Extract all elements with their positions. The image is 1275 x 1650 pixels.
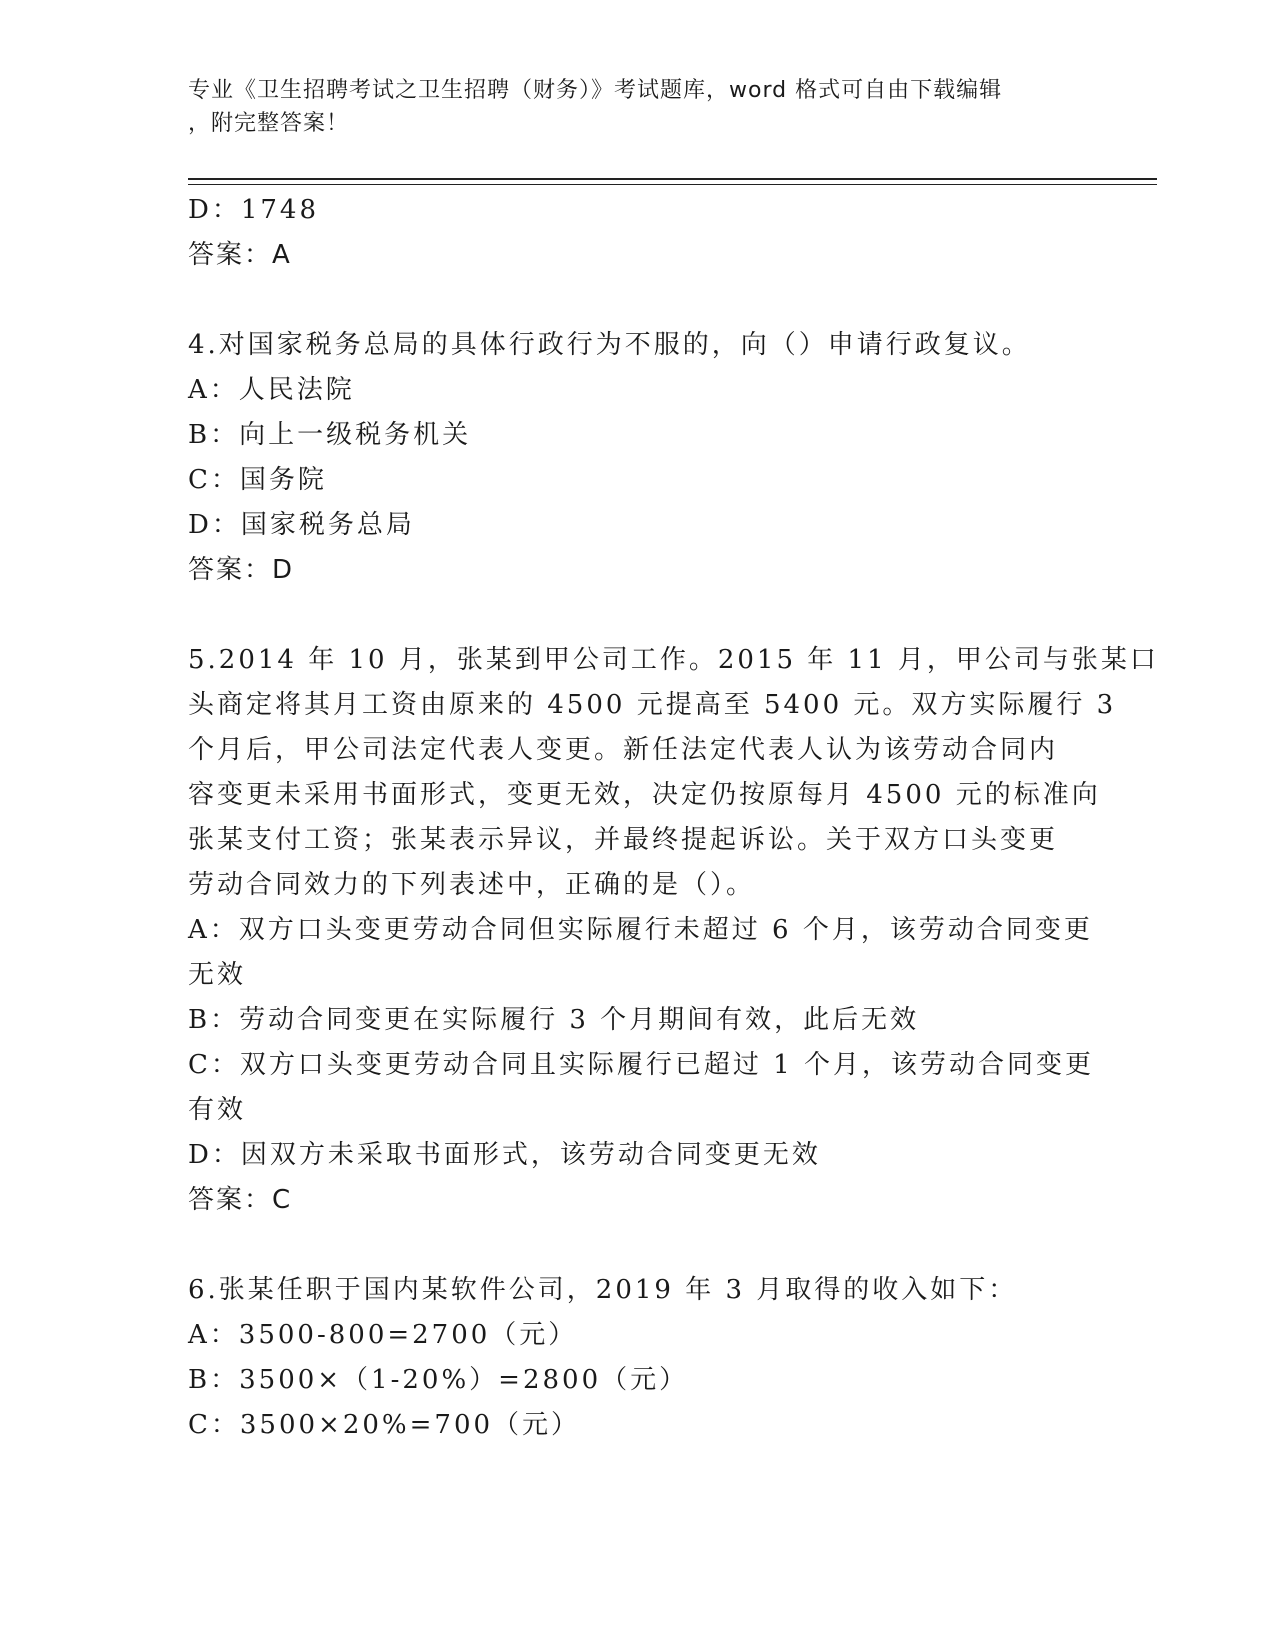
option-b: B：向上一级税务机关 xyxy=(188,420,472,450)
header-rule-thick xyxy=(188,178,1157,180)
option-d: D：1748 xyxy=(188,195,320,225)
option-b: B：劳动合同变更在实际履行 3 个月期间有效，此后无效 xyxy=(188,1005,920,1035)
question-5 xyxy=(188,638,1159,1223)
question-stem-line: 头商定将其月工资由原来的 4500 元提高至 5400 元。双方实际履行 3 xyxy=(188,690,1117,720)
question-stem-line: 劳动合同效力的下列表述中，正确的是（）。 xyxy=(188,870,756,900)
question-stem-line: 张某支付工资；张某表示异议，并最终提起诉讼。关于双方口头变更 xyxy=(188,825,1059,855)
option-a: A：3500-800=2700（元） xyxy=(188,1320,578,1350)
question-6 xyxy=(188,1268,1088,1448)
question-stem-line: 容变更未采用书面形式，变更无效，决定仍按原每月 4500 元的标准向 xyxy=(188,780,1101,810)
question-stem: 6.张某任职于国内某软件公司，2019 年 3 月取得的收入如下： xyxy=(188,1275,1018,1305)
header-rule-thin xyxy=(188,184,1157,185)
question-3-tail xyxy=(188,188,1088,278)
option-b: B：3500×（1-20%）=2800（元） xyxy=(188,1365,689,1395)
answer-line: 答案：A xyxy=(188,240,292,270)
option-c-line: 有效 xyxy=(188,1095,247,1125)
document-body xyxy=(188,188,1159,1448)
header-line-2: ，附完整答案！ xyxy=(188,111,350,136)
option-c-line: C：双方口头变更劳动合同且实际履行已超过 1 个月，该劳动合同变更 xyxy=(188,1050,1094,1080)
answer-line: 答案：D xyxy=(188,555,295,585)
option-a-line: A：双方口头变更劳动合同但实际履行未超过 6 个月，该劳动合同变更 xyxy=(188,915,1093,945)
question-stem-line: 个月后，甲公司法定代表人变更。新任法定代表人认为该劳动合同内 xyxy=(188,735,1059,765)
option-c: C：国务院 xyxy=(188,465,327,495)
header-line-1: 专业《卫生招聘考试之卫生招聘（财务）》考试题库，word 格式可自由下载编辑 xyxy=(188,78,1003,103)
answer-line: 答案：C xyxy=(188,1185,293,1215)
option-d: D：因双方未采取书面形式，该劳动合同变更无效 xyxy=(188,1140,821,1170)
question-stem-line: 5.2014 年 10 月，张某到甲公司工作。2015 年 11 月，甲公司与张某口 xyxy=(188,645,1159,675)
option-c: C：3500×20%=700（元） xyxy=(188,1410,581,1440)
question-4 xyxy=(188,323,1088,593)
question-stem: 4.对国家税务总局的具体行政行为不服的，向（）申请行政复议。 xyxy=(188,330,1031,360)
option-a: A：人民法院 xyxy=(188,375,355,405)
document-header xyxy=(188,74,1068,140)
option-d: D：国家税务总局 xyxy=(188,510,415,540)
option-a-line: 无效 xyxy=(188,960,247,990)
